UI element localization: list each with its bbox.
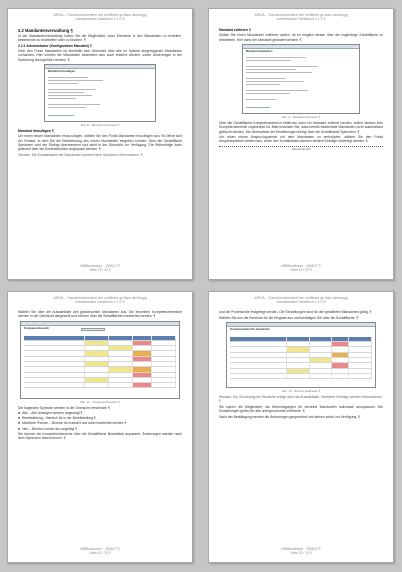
list-item: ■ Bereitstellung – Bereich ist in der Bereitstellung ¶ [18, 416, 96, 421]
figure-caption: Abb. 9 – Mandant bearbeiten ¶ [281, 114, 321, 119]
paragraph: Sie können die Kompetenzbereiche über die Schaltfläche Bearbeiten anpassen. Änderungen werden nach dem Speichern übernommen. ¶ [18, 431, 182, 440]
screenshot-title: Mandant hinzufügen [48, 69, 76, 74]
paragraph: Über den Punkt Mandanten ist ebenfalls eine Übersicht über alle im System eingetragenen Mandanten vorhanden. Hier können die Mandanten bearbeitet oder auch entfernt werden, sowie Änderungen in der Sortierung durchgeführt werden. ¶ [18, 49, 182, 62]
data-grid [24, 336, 176, 389]
page-footer: MIBBudabnum · 1506/17 ¶ Seite 14 / 23 ¶ [281, 264, 321, 272]
paragraph: Wählen Sie nun die Bereiche für die Eingabe aus und bestätigen Sie über die Schaltfläche. ¶ [219, 315, 359, 320]
subsection-heading: Mandant editieren ¶ [219, 28, 251, 32]
embedded-screenshot [242, 44, 360, 114]
subsection-heading: Mandant hinzufügen ¶ [18, 129, 54, 134]
figure-caption: Abb. 15 – Bereich bearbeiten ¶ [281, 388, 321, 393]
page-footer: MIBBudabnum · 1506/17 ¶ Seite 22 / 23 ¶ [281, 547, 321, 555]
page-body [219, 27, 383, 261]
paragraph: Sollten Sie einen Mandanten editieren wollen, ist es möglich diesen über die zugehörige Schaltfläche zu bearbeiten. Hier kann der Mandant geändert werden. ¶ [219, 33, 383, 42]
page-footer: MIBBudabnum · 1506/17 ¶ Seite 21 / 23 ¶ [80, 547, 120, 555]
list-item: ■ Neu – Bereich wurde neu angelegt ¶ [18, 426, 78, 431]
screenshot-title: Kompetenzbereich bearbeiten [230, 327, 270, 332]
page-body [219, 310, 383, 544]
page-header: ARIVA – Transformationsfrei der unifilierte ge Bam abhängig Administrator Handbuch v 1.0 ¶ [53, 13, 147, 22]
document-page-21 [7, 291, 193, 563]
document-page-22 [208, 291, 394, 563]
section-heading: 2.2 Mandantenverwaltung ¶ [18, 28, 73, 33]
paragraph: Nach der Bestätigung werden die Änderungen gespeichert und stehen sofort zur Verfügung. ¶ [219, 414, 360, 419]
page-body [18, 310, 182, 544]
page-body [18, 27, 182, 261]
subsection-heading: 2.2.1 Administrator (Konfiguration Mandant) ¶ [18, 43, 92, 48]
paragraph: Wählen Sie über die Auswahlliste den gewünschten Mandanten aus. Die einzelnen Kompetenzbereiche werden in der Übersicht dargestellt und können über die Schaltflächen bearbeitet werden. ¶ [18, 310, 182, 319]
page-header: ARIVA – Transformationsfrei der unifilierte ge Bam abhängig Administrator Handbuch v 1.0 ¶ [53, 296, 147, 305]
embedded-table-screenshot [226, 322, 376, 388]
data-grid [230, 337, 372, 379]
paragraph: Über die Schaltfläche Kompetenzbereich entfernen kann ein Mandant entfernt werden, sofern diesem kein Kompetenzbereich zugeordnet ist. Bitte beachten Sie, dass bereits bearbeitete Mandanten nicht automatisch gelöscht werden. Die Übernahme der Einstellungen erfolgt über die Schaltfläche Speichern. ¶ [219, 121, 383, 134]
figure-caption: Abb. 8 – Mandant hinzufügen ¶ [80, 122, 120, 127]
embedded-table-screenshot [20, 321, 180, 399]
page-header: ARIVA – Transformationsfrei der unifilierte ge Bam abhängig Administrator Handbuch v 1.0 ¶ [254, 296, 348, 305]
page-header: ARIVA – Transformationsfrei der unifilierte ge Bam abhängig Administrator Handbuch v 1.0 ¶ [254, 13, 348, 22]
paragraph: und die Prozessrolle festgelegt werden. Die Einstellungen sind für den gewählten Mandanten gültig. ¶ [219, 310, 372, 314]
page-break: Seitenumbruch [219, 146, 383, 151]
screenshot-title: Mandant bearbeiten [246, 49, 273, 54]
note-paragraph: Hinweis: Die Kontaktdaten der Mandanten werden beim Speichern übernommen. ¶ [18, 152, 143, 157]
embedded-screenshot [44, 64, 156, 122]
paragraph: Die folgenden Symbole werden in der Übersicht verwendet: ¶ [18, 405, 111, 410]
document-page-13 [7, 8, 193, 280]
list-item: ■ Alle – Alle Anzeigen werden angezeigt ¶ [18, 411, 83, 416]
paragraph: In der Mandantenverwaltung haben Sie die Möglichkeit, neue Elemente in den Mandanten zu erstellen, bestehende zu bearbeiten oder zu löschen. ¶ [18, 34, 182, 43]
note-paragraph: Hinweis: Die Zuordnung der Bereiche erfolgt über die Auswahlliste. Markierte Einträge werden übernommen. ¶ [219, 395, 383, 404]
paragraph: Sie haben die Möglichkeit, die Berechtigungen für einzelne Mandanten individuell anzupassen. Die Einstellungen gelten für alle untergeordneten Bereiche. ¶ [219, 405, 383, 414]
page-footer: MIBBudabnum · 1506/17 ¶ Seite 13 / 23 ¶ [80, 264, 120, 272]
list-item: ■ Markierte Rechte – Bereich ist markiert und kann bearbeitet werden ¶ [18, 421, 127, 426]
document-page-14 [208, 8, 394, 280]
paragraph: Um einen neuen Anspruchspartner mit dem Mandanten zu verknüpfen, wählen Sie den Punkt Ansprechpartner ändern aus. Unter den Kontaktdaten können weitere Einträge hinterlegt werden. ¶ [219, 135, 383, 144]
figure-caption: Abb. 14 – Kompetenzbereiche ¶ [80, 399, 120, 404]
screenshot-title: Kompetenzbereich [24, 326, 50, 330]
paragraph: Um einen neuen Mandanten hinzuzufügen, wählen Sie den Punkt Mandanten hinzufügen aus. Es öffnet sich ein Fenster, in dem Sie die Bezeichnung des neuen Mandanten eingeben können. Über die Schaltfläche Speichern wird der Eintrag übernommen und steht in der Übersicht zur Verfügung. Die Reihenfolge kann jederzeit über die Kontextfunktion angepasst werden. ¶ [18, 134, 182, 152]
